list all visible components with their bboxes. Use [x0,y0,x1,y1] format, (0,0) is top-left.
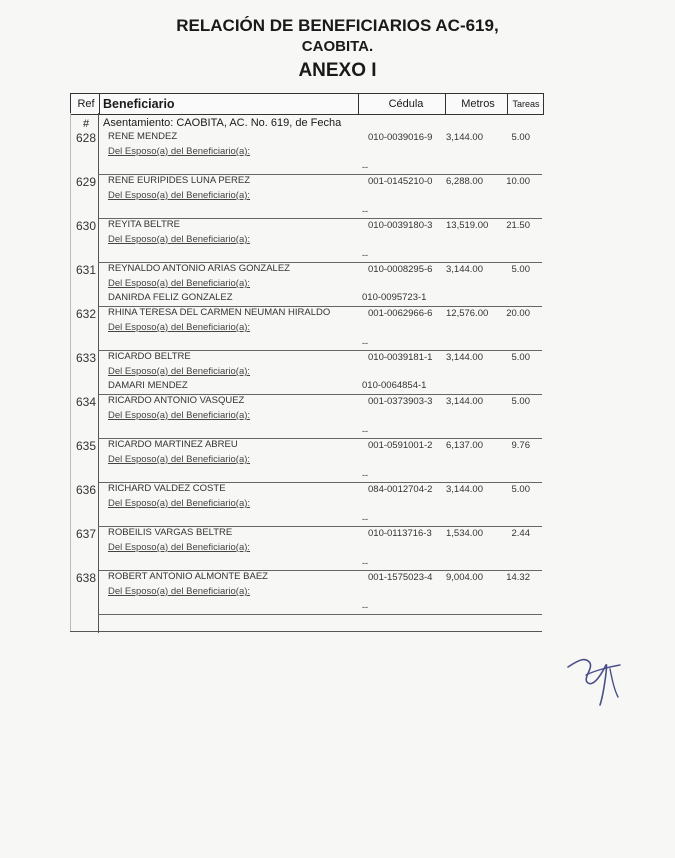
spouse-cedula: -- [362,602,368,612]
spouse-name: DAMARI MENDEZ [108,380,188,391]
row-metros: 1,534.00 [446,528,483,539]
beneficiary-cedula: 010-0039180-3 [368,220,433,231]
header-divider [99,94,100,114]
row-metros: 9,004.00 [446,572,483,583]
spouse-label: Del Esposo(a) del Beneficiario(a): [108,278,251,289]
table-row [0,527,675,571]
table-row [0,263,675,307]
spouse-cedula: -- [362,338,368,348]
table-row [0,175,675,219]
beneficiary-cedula: 084-0012704-2 [368,484,433,495]
spouse-label: Del Esposo(a) del Beneficiario(a): [108,146,251,157]
beneficiary-name: RENE EURIPIDES LUNA PEREZ [108,175,251,186]
row-ref: 633 [75,351,97,365]
table-row [0,571,675,615]
row-tareas: 2.44 [511,528,530,539]
settlement-line: Asentamiento: CAOBITA, AC. No. 619, de Fecha [103,117,342,129]
table-row [0,439,675,483]
row-tareas: 5.00 [511,264,530,275]
row-tareas: 5.00 [511,484,530,495]
beneficiary-cedula: 001-0591001-2 [368,440,433,451]
header-ref: Ref # [77,98,95,130]
table-bottom-border [70,631,542,632]
beneficiary-name: RICARDO BELTRE [108,351,191,362]
table-row [0,219,675,263]
spouse-cedula: -- [362,514,368,524]
beneficiary-name: RENE MENDEZ [108,131,178,142]
row-ref: 636 [75,483,97,497]
row-metros: 3,144.00 [446,484,483,495]
row-ref: 631 [75,263,97,277]
row-metros: 13,519.00 [446,220,489,231]
spouse-cedula: -- [362,426,368,436]
row-tareas: 5.00 [511,352,530,363]
beneficiary-name: REYITA BELTRE [108,219,180,230]
spouse-cedula: 010-0095723-1 [362,292,427,303]
spouse-label: Del Esposo(a) del Beneficiario(a): [108,586,251,597]
handwritten-signature [560,645,630,715]
spouse-label: Del Esposo(a) del Beneficiario(a): [108,322,251,333]
spouse-cedula: -- [362,162,368,172]
document-title: RELACIÓN DE BENEFICIARIOS AC-619, [176,16,499,35]
beneficiary-name: REYNALDO ANTONIO ARIAS GONZALEZ [108,263,290,274]
header-divider [507,94,508,114]
table-row [0,131,675,175]
header-divider [358,94,359,114]
row-tareas: 20.00 [506,308,530,319]
spouse-cedula: -- [362,558,368,568]
beneficiary-name: ROBEILIS VARGAS BELTRE [108,527,233,538]
beneficiary-name: RHINA TERESA DEL CARMEN NEUMAN HIRALDO [108,307,331,318]
beneficiary-cedula: 010-0039016-9 [368,132,433,143]
table-row [0,395,675,439]
row-metros: 6,137.00 [446,440,483,451]
spouse-label: Del Esposo(a) del Beneficiario(a): [108,234,251,245]
beneficiary-cedula: 001-0373903-3 [368,396,433,407]
beneficiary-name: RICHARD VALDEZ COSTE [108,483,226,494]
beneficiary-name: ROBERT ANTONIO ALMONTE BAEZ [108,571,268,582]
row-ref: 632 [75,307,97,321]
table-row [0,483,675,527]
beneficiary-cedula: 010-0113716-3 [368,528,432,539]
row-metros: 6,288.00 [446,176,483,187]
row-ref: 628 [75,131,97,145]
table-row [0,351,675,395]
spouse-label: Del Esposo(a) del Beneficiario(a): [108,366,251,377]
table-row [0,307,675,351]
document-subtitle: CAOBITA. [301,38,374,55]
spouse-cedula: 010-0064854-1 [362,380,427,391]
row-tareas: 14.32 [506,572,530,583]
header-tareas: Tareas [512,99,540,109]
spouse-cedula: -- [362,250,368,260]
row-tareas: 9.76 [511,440,530,451]
beneficiary-cedula: 010-0039181-1 [368,352,433,363]
row-tareas: 10.00 [506,176,530,187]
beneficiary-cedula: 010-0008295-6 [368,264,433,275]
spouse-cedula: -- [362,470,368,480]
row-metros: 3,144.00 [446,132,483,143]
header-beneficiary: Beneficiario [103,97,175,111]
row-ref: 637 [75,527,97,541]
spouse-name: DANIRDA FELIZ GONZALEZ [108,292,233,303]
row-metros: 3,144.00 [446,352,483,363]
spouse-cedula: -- [362,206,368,216]
header-cedula: Cédula [388,98,424,110]
spouse-label: Del Esposo(a) del Beneficiario(a): [108,190,251,201]
row-metros: 12,576.00 [446,308,489,319]
row-tareas: 5.00 [511,396,530,407]
spouse-label: Del Esposo(a) del Beneficiario(a): [108,498,251,509]
row-ref: 629 [75,175,97,189]
row-ref: 638 [75,571,97,585]
spouse-label: Del Esposo(a) del Beneficiario(a): [108,454,251,465]
row-tareas: 21.50 [506,220,530,231]
beneficiary-name: RICARDO ANTONIO VASQUEZ [108,395,245,406]
row-tareas: 5.00 [511,132,530,143]
beneficiary-cedula: 001-0145210-0 [368,176,433,187]
row-metros: 3,144.00 [446,396,483,407]
row-ref: 635 [75,439,97,453]
beneficiary-cedula: 001-1575023-4 [368,572,433,583]
row-ref: 630 [75,219,97,233]
annex-title: ANEXO I [298,60,377,81]
beneficiary-cedula: 001-0062966-6 [368,308,433,319]
spouse-label: Del Esposo(a) del Beneficiario(a): [108,542,251,553]
header-metros: Metros [461,98,495,110]
row-metros: 3,144.00 [446,264,483,275]
row-ref: 634 [75,395,97,409]
beneficiary-name: RICARDO MARTINEZ ABREU [108,439,238,450]
spouse-label: Del Esposo(a) del Beneficiario(a): [108,410,251,421]
row-divider [98,614,542,615]
